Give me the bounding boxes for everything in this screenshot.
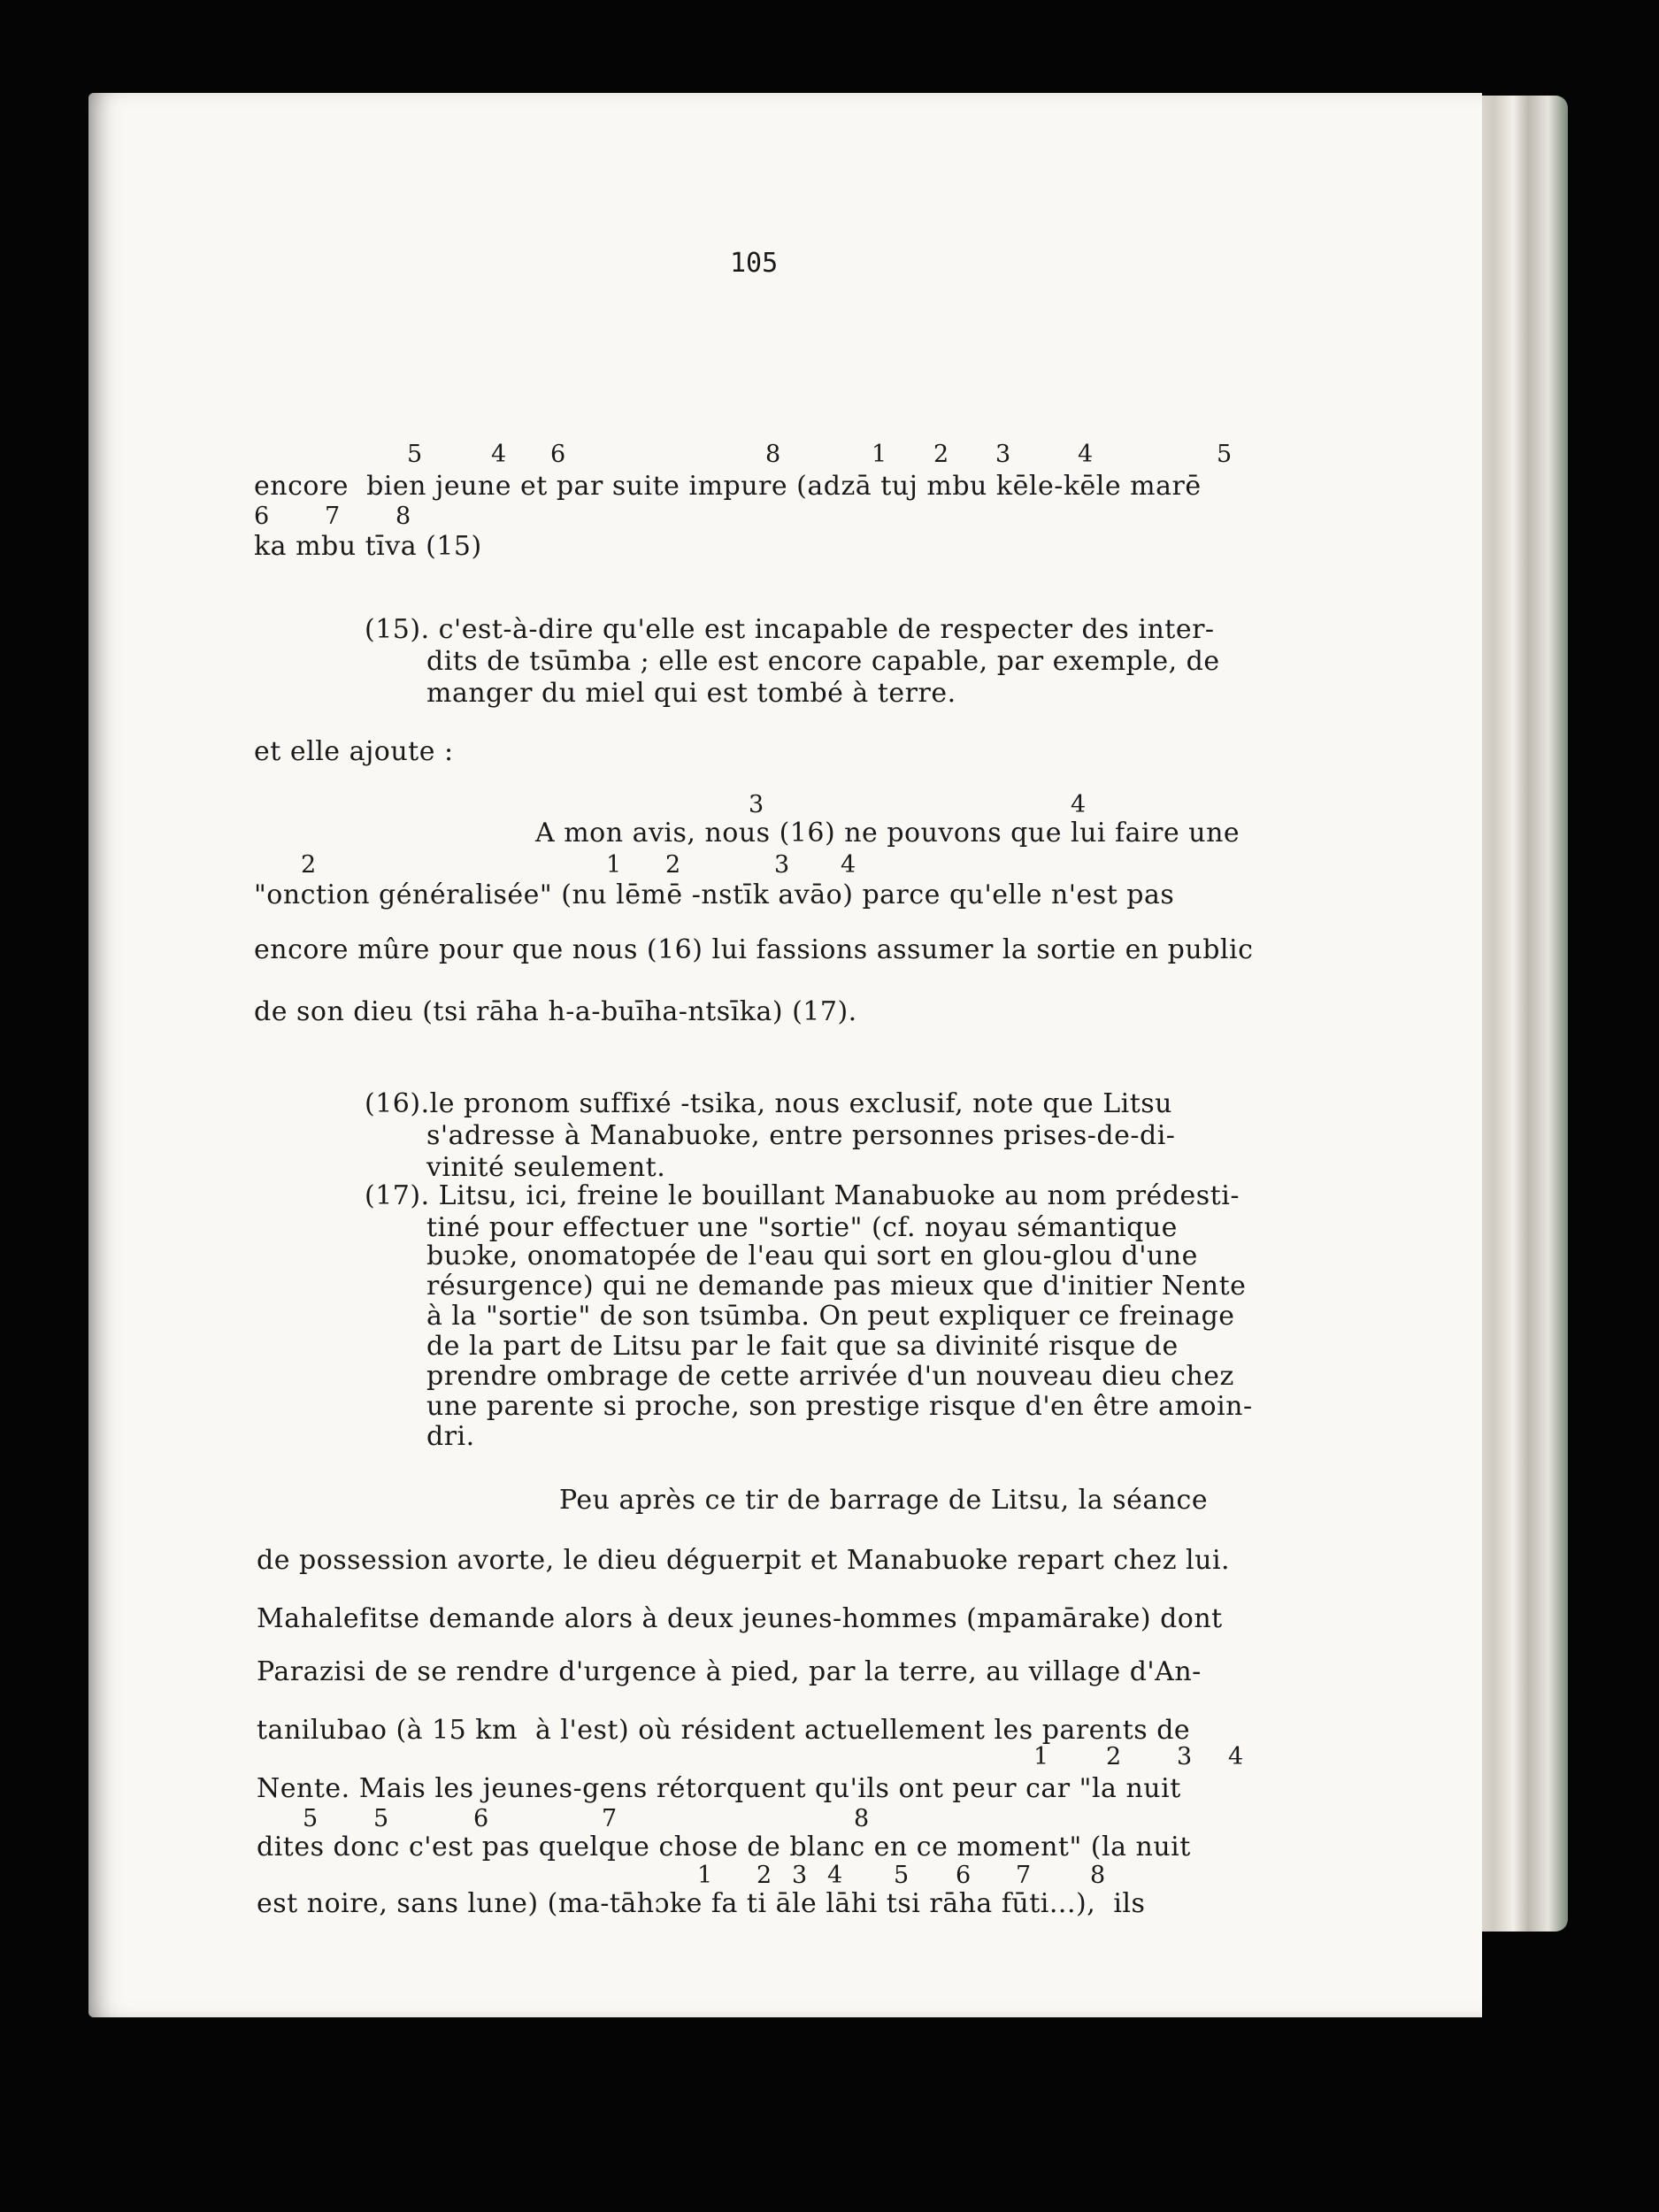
footnote-17-line: à la "sortie" de son tsūmba. On peut expliquer ce freinage: [426, 1301, 1235, 1332]
morpheme-number: 6: [956, 1862, 972, 1889]
paragraph-line: tanilubao (à 15 km à l'est) où résident actuellement les parents de: [257, 1715, 1191, 1746]
morpheme-number: 8: [765, 441, 781, 468]
morpheme-number: 5: [1217, 441, 1233, 468]
morpheme-number: 6: [473, 1805, 489, 1832]
footnote-17-line: prendre ombrage de cette arrivée d'un nouveau dieu chez: [426, 1361, 1234, 1392]
footnote-17-line: buɔke, onomatopée de l'eau qui sort en glou-glou d'une: [426, 1240, 1198, 1271]
paragraph-line: Parazisi de se rendre d'urgence à pied, par la terre, au village d'An-: [257, 1656, 1202, 1687]
text-line: de son dieu (tsi rāha h-a-buīha-ntsīka) (17).: [254, 996, 857, 1027]
footnote-17-line: (17). Litsu, ici, freine le bouillant Manabuoke au nom prédesti-: [365, 1180, 1240, 1211]
morpheme-number: 4: [1071, 791, 1087, 818]
morpheme-number: 1: [872, 441, 887, 468]
footnote-17-line: résurgence) qui ne demande pas mieux que d'initier Nente: [426, 1271, 1247, 1302]
text-line: encore bien jeune et par suite impure (adzā tuj mbu kēle-kēle marē: [254, 471, 1202, 502]
text-line: ka mbu tīva (15): [254, 531, 482, 562]
text-line: dites donc c'est pas quelque chose de blanc en ce moment" (la nuit: [257, 1832, 1191, 1863]
footnote-16-line: vinité seulement.: [426, 1152, 666, 1183]
text-line: "onction généralisée" (nu lēmē -nstīk avāo) parce qu'elle n'est pas: [254, 879, 1175, 910]
footnote-17-line: de la part de Litsu par le fait que sa divinité risque de: [426, 1331, 1179, 1362]
morpheme-number: 6: [254, 503, 270, 530]
footnote-16-line: (16).le pronom suffixé -tsika, nous exclusif, note que Litsu: [365, 1088, 1172, 1119]
morpheme-number: 8: [396, 503, 411, 530]
morpheme-number: 1: [1033, 1743, 1049, 1770]
morpheme-number: 3: [774, 851, 790, 879]
morpheme-number: 4: [1078, 441, 1094, 468]
morpheme-number: 5: [894, 1862, 910, 1889]
morpheme-number: 5: [407, 441, 423, 468]
footnote-17-line: tiné pour effectuer une "sortie" (cf. noyau sémantique: [426, 1212, 1178, 1243]
morpheme-number: 1: [697, 1862, 713, 1889]
morpheme-number: 2: [1106, 1743, 1122, 1770]
morpheme-number: 5: [303, 1805, 319, 1832]
footnote-15-line: manger du miel qui est tombé à terre.: [426, 678, 956, 709]
morpheme-number: 3: [792, 1862, 808, 1889]
paragraph-line: Peu après ce tir de barrage de Litsu, la séance: [559, 1485, 1209, 1516]
morpheme-number: 7: [1016, 1862, 1032, 1889]
paragraph-line: Mahalefitse demande alors à deux jeunes-hommes (mpamārake) dont: [257, 1603, 1223, 1634]
text-line: A mon avis, nous (16) ne pouvons que lui faire une: [535, 818, 1240, 849]
morpheme-number: 7: [602, 1805, 618, 1832]
morpheme-number: 5: [373, 1805, 389, 1832]
page-number: 105: [730, 248, 779, 279]
text-line: Nente. Mais les jeunes-gens rétorquent qu'ils ont peur car "la nuit: [257, 1773, 1181, 1804]
text-line: est noire, sans lune) (ma-tāhɔke fa ti āle lāhi tsi rāha fūti...), ils: [257, 1888, 1146, 1919]
footnote-16-line: s'adresse à Manabuoke, entre personnes prises-de-di-: [426, 1120, 1176, 1151]
footnote-15-line: dits de tsūmba ; elle est encore capable, par exemple, de: [426, 646, 1220, 677]
footnote-17-line: dri.: [426, 1421, 475, 1452]
morpheme-number: 6: [550, 441, 566, 468]
morpheme-number: 3: [749, 791, 764, 818]
morpheme-number: 1: [606, 851, 622, 879]
morpheme-number: 8: [1090, 1862, 1106, 1889]
morpheme-number: 2: [933, 441, 949, 468]
morpheme-number: 7: [325, 503, 341, 530]
paragraph-line: de possession avorte, le dieu déguerpit et Manabuoke repart chez lui.: [257, 1545, 1231, 1576]
morpheme-number: 3: [1177, 1743, 1193, 1770]
morpheme-number: 2: [301, 851, 317, 879]
morpheme-number: 4: [491, 441, 507, 468]
morpheme-number: 4: [827, 1862, 843, 1889]
morpheme-number: 4: [841, 851, 856, 879]
morpheme-number: 4: [1228, 1743, 1244, 1770]
morpheme-number: 3: [995, 441, 1011, 468]
morpheme-number: 2: [665, 851, 681, 879]
text-line: et elle ajoute :: [254, 736, 454, 767]
morpheme-number: 2: [757, 1862, 772, 1889]
text-line: encore mûre pour que nous (16) lui fassions assumer la sortie en public: [254, 934, 1254, 965]
book-page-edges: [1469, 96, 1568, 1932]
morpheme-number: 8: [854, 1805, 870, 1832]
footnote-15-line: (15). c'est-à-dire qu'elle est incapable de respecter des inter-: [365, 614, 1215, 645]
footnote-17-line: une parente si proche, son prestige risque d'en être amoin-: [426, 1391, 1253, 1422]
